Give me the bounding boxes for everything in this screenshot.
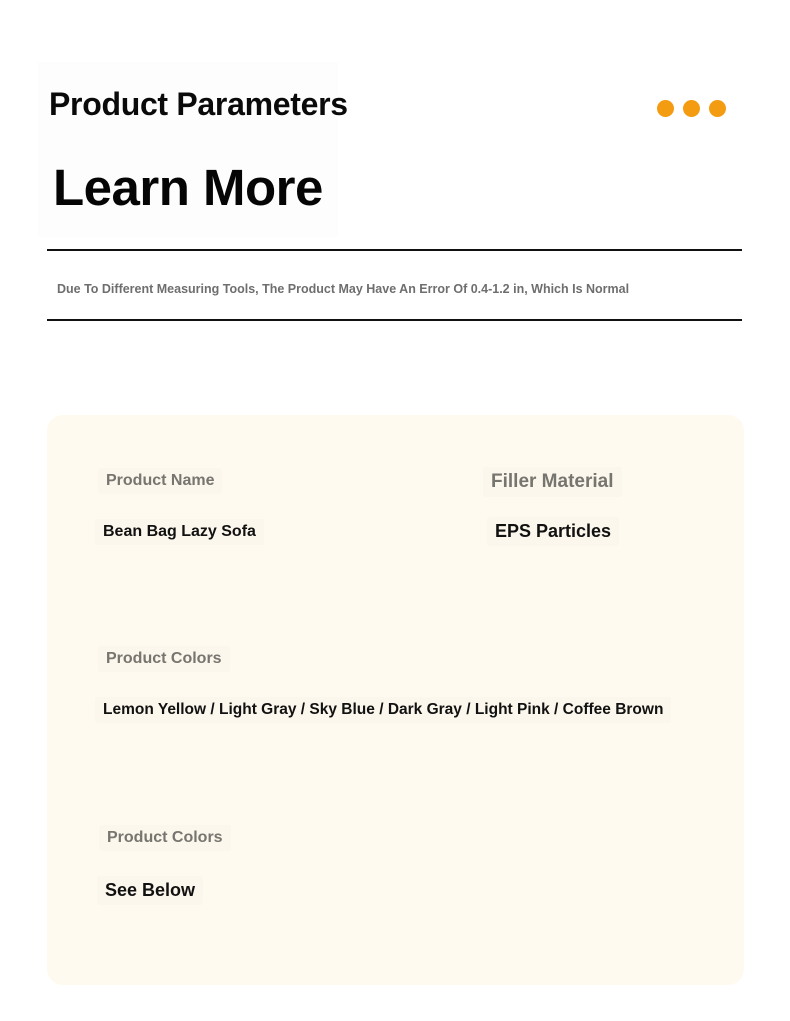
filler-material-value: EPS Particles <box>487 517 619 546</box>
product-colors-value: Lemon Yellow / Light Gray / Sky Blue / Dark Gray / Light Pink / Coffee Brown <box>95 697 671 723</box>
divider-top <box>47 249 742 251</box>
product-name-value: Bean Bag Lazy Sofa <box>95 519 264 545</box>
product-colors-label: Product Colors <box>98 646 230 672</box>
three-dots-icon <box>657 100 726 118</box>
product-colors-label-2: Product Colors <box>99 825 231 851</box>
learn-more-heading: Learn More <box>53 159 323 216</box>
filler-material-label: Filler Material <box>483 467 622 497</box>
dot <box>657 100 674 117</box>
measurement-note: Due To Different Measuring Tools, The Product May Have An Error Of 0.4-1.2 in, Which Is Normal <box>57 282 630 296</box>
dot <box>683 100 700 117</box>
product-name-label: Product Name <box>98 468 222 494</box>
see-below-value: See Below <box>97 876 203 905</box>
dot <box>709 100 726 117</box>
divider-bottom <box>47 319 742 321</box>
section-title: Product Parameters <box>49 86 348 122</box>
